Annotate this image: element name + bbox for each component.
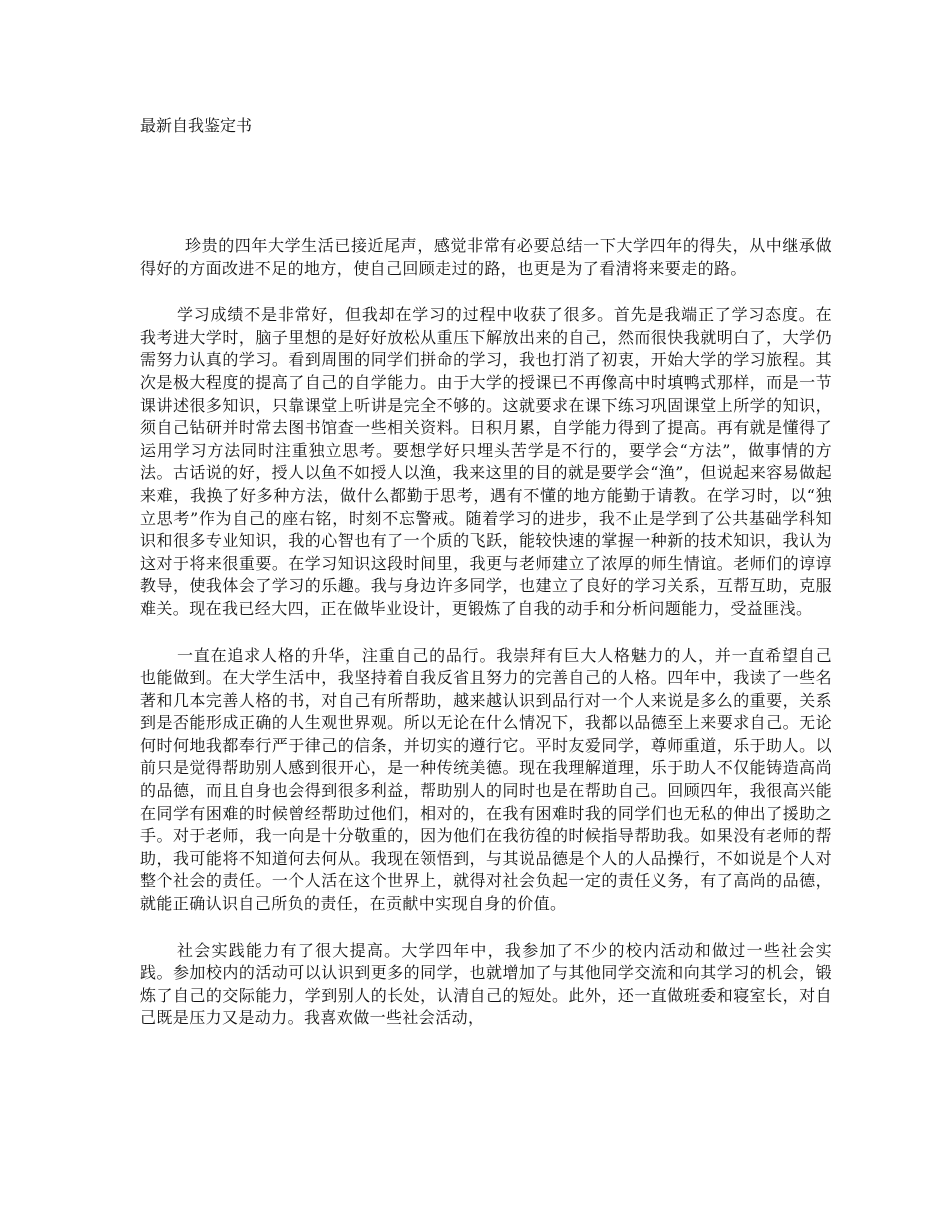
document-body bbox=[140, 235, 832, 1054]
paragraph-study: 学习成绩不是非常好，但我却在学习的过程中收获了很多。首先是我端正了学习态度。在我考进大学时，脑子里想的是好好放松从重压下解放出来的自己，然而很快我就明白了，大学仍需努力认真的学习。看到周围的同学们拼命的学习，我也打消了初衷，开始大学的学习旅程。其次是极大程度的提高了自己的自学能力。由于大学的授课已不再像高中时填鸭式那样，而是一节课讲述很多知识，只靠课堂上听讲是完全不够的。这就要求在课下练习巩固课堂上所学的知识，须自己钻研并时常去图书馆查一些相关资料。日积月累，自学能力得到了提高。再有就是懂得了运用学习方法同时注重独立思考。要想学好只埋头苦学是不行的，要学会“方法”，做事情的方法。古话说的好，授人以鱼不如授人以渔，我来这里的目的就是要学会“渔”，但说起来容易做起来难，我换了好多种方法，做什么都勤于思考，遇有不懂的地方能勤于请教。在学习时，以“独立思考”作为自己的座右铭，时刻不忘警戒。随着学习的进步，我不止是学到了公共基础学科知识和很多专业知识，我的心智也有了一个质的飞跃，能较快速的掌握一种新的技术知识，我认为这对于将来很重要。在学习知识这段时间里，我更与老师建立了浓厚的师生情谊。老师们的谆谆教导，使我体会了学习的乐趣。我与身边许多同学，也建立了良好的学习关系，互帮互助，克服难关。现在我已经大四，正在做毕业设计，更锻炼了自我的动手和分析问题能力，受益匪浅。 bbox=[140, 305, 832, 618]
paragraph-character: 一直在追求人格的升华，注重自己的品行。我崇拜有巨大人格魅力的人，并一直希望自己也能做到。在大学生活中，我坚持着自我反省且努力的完善自己的人格。四年中，我读了一些名著和几本完善人格的书，对自己有所帮助，越来越认识到品行对一个人来说是多么的重要，关系到是否能形成正确的人生观世界观。所以无论在什么情况下，我都以品德至上来要求自己。无论何时何地我都奉行严于律己的信条，并切实的遵行它。平时友爱同学，尊师重道，乐于助人。以前只是觉得帮助别人感到很开心，是一种传统美德。现在我理解道理，乐于助人不仅能铸造高尚的品德，而且自身也会得到很多利益，帮助别人的同时也是在帮助自己。回顾四年，我很高兴能在同学有困难的时候曾经帮助过他们，相对的，在我有困难时我的同学们也无私的伸出了援助之手。对于老师，我一向是十分敬重的，因为他们在我彷徨的时候指导帮助我。如果没有老师的帮助，我可能将不知道何去何从。我现在领悟到，与其说品德是个人的人品操行，不如说是个人对整个社会的责任。一个人活在这个世界上，就得对社会负起一定的责任义务，有了高尚的品德，就能正确认识自己所负的责任，在贡献中实现自身的价值。 bbox=[140, 645, 832, 914]
paragraph-social-practice: 社会实践能力有了很大提高。大学四年中，我参加了不少的校内活动和做过一些社会实践。参加校内的活动可以认识到更多的同学，也就增加了与其他同学交流和向其学习的机会，锻炼了自己的交际能力，学到别人的长处，认清自己的短处。此外，还一直做班委和寝室长，对自己既是压力又是动力。我喜欢做一些社会活动， bbox=[140, 940, 832, 1028]
paragraph-intro: 珍贵的四年大学生活已接近尾声，感觉非常有必要总结一下大学四年的得失，从中继承做得好的方面改进不足的地方，使自己回顾走过的路，也更是为了看清将来要走的路。 bbox=[140, 236, 832, 278]
document-title: 最新自我鉴定书 bbox=[140, 116, 253, 135]
